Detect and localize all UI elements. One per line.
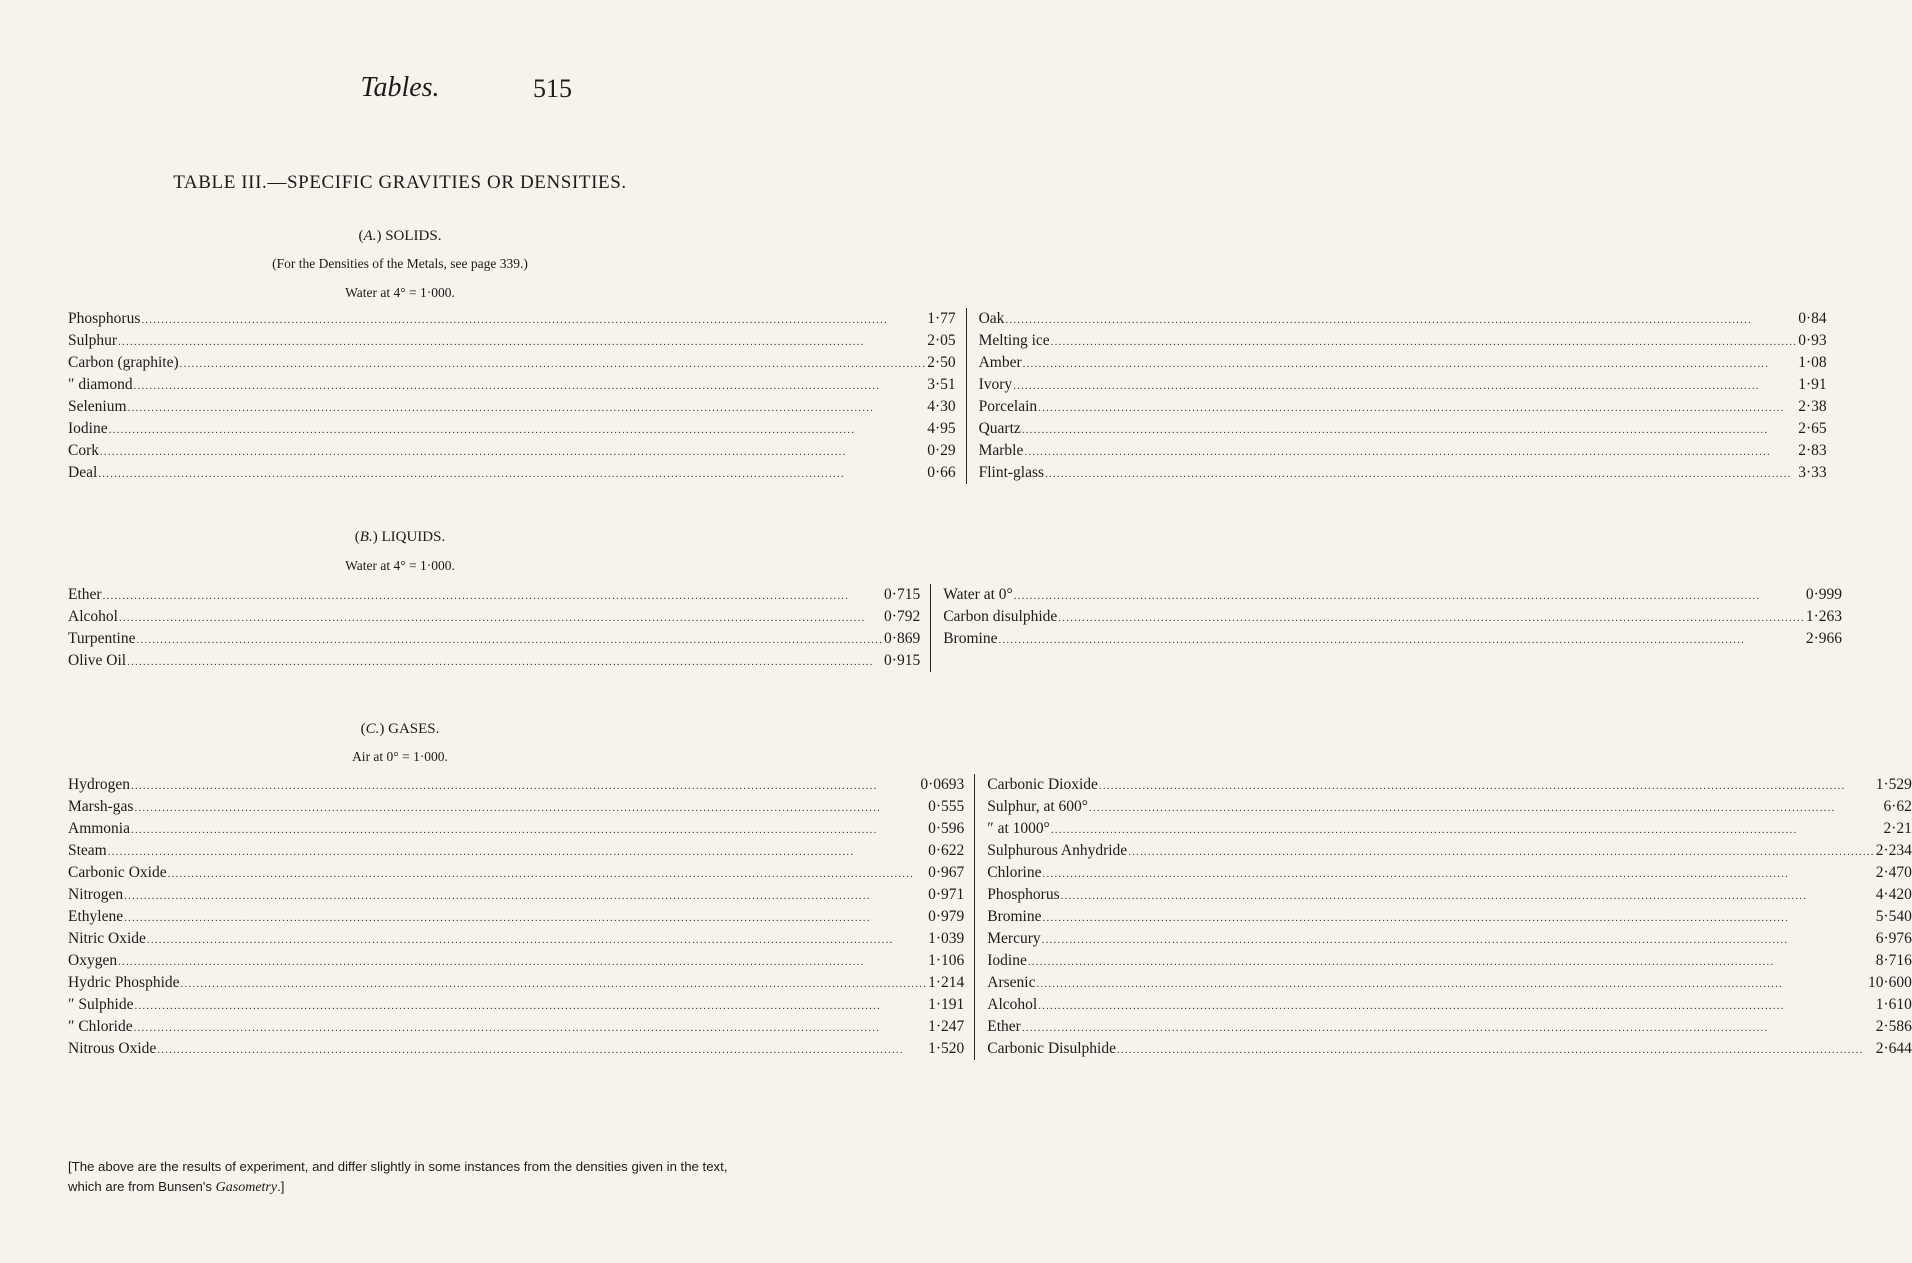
density-value: 5·540 xyxy=(1875,908,1912,925)
table-row xyxy=(68,1016,964,1038)
table-row xyxy=(979,440,1827,462)
table-row xyxy=(68,950,964,972)
dot-leader xyxy=(157,1039,927,1061)
table-row xyxy=(68,650,920,672)
density-value: 1·529 xyxy=(1875,776,1912,793)
dot-leader xyxy=(1043,907,1875,929)
dot-leader xyxy=(1038,995,1875,1017)
table-row xyxy=(68,884,964,906)
substance-name: Amber xyxy=(978,354,1022,371)
substance-name: Carbonic Disulphide xyxy=(987,1040,1116,1057)
density-value: 0·555 xyxy=(928,798,965,815)
dot-leader xyxy=(1013,375,1797,397)
substance-name: Bromine xyxy=(987,908,1042,925)
density-value: 0·971 xyxy=(928,886,965,903)
substance-name: Melting ice xyxy=(978,332,1050,349)
substance-name: Olive Oil xyxy=(68,652,127,669)
substance-name: Ether xyxy=(68,586,102,603)
substance-name: Hydric Phosphide xyxy=(68,974,180,991)
density-value: 4·420 xyxy=(1875,886,1912,903)
footnote-end: .] xyxy=(277,1179,285,1194)
dot-leader xyxy=(1042,929,1875,951)
density-value: 2·966 xyxy=(1805,630,1843,647)
substance-name: Sulphurous Anhydride xyxy=(987,842,1128,859)
table-row xyxy=(68,928,964,950)
density-value: 0·967 xyxy=(928,864,965,881)
substance-name: Nitrous Oxide xyxy=(68,1040,157,1057)
dot-leader xyxy=(134,995,927,1017)
substance-name: Carbon disulphide xyxy=(943,608,1058,625)
density-value: 2·234 xyxy=(1875,842,1912,859)
table-row xyxy=(68,396,956,418)
dot-leader xyxy=(1058,607,1805,629)
dot-leader xyxy=(1045,463,1797,485)
table-row xyxy=(68,862,964,884)
substance-name: Oak xyxy=(978,310,1005,327)
table-title: TABLE III.—SPECIFIC GRAVITIES OR DENSITIES. xyxy=(173,172,627,193)
substance-name: Phosphorus xyxy=(987,886,1060,903)
substance-name: Chlorine xyxy=(987,864,1042,881)
table-row xyxy=(987,818,1912,840)
section-heading-solids: (A.) SOLIDS. xyxy=(358,228,442,244)
gases-table xyxy=(68,774,1912,1060)
density-value: 10·600 xyxy=(1868,974,1912,991)
table-row xyxy=(979,352,1827,374)
density-value: 6·976 xyxy=(1875,930,1912,947)
table-row xyxy=(987,774,1912,796)
substance-name: Ether xyxy=(987,1018,1021,1035)
section-heading-gases: (C.) GASES. xyxy=(360,721,440,737)
dot-leader xyxy=(134,797,927,819)
substance-name: Cork xyxy=(68,442,99,459)
table-row xyxy=(68,994,964,1016)
table-row xyxy=(68,840,964,862)
table-row xyxy=(68,462,956,484)
density-value: 2·05 xyxy=(927,332,956,349)
dot-leader xyxy=(100,441,926,463)
density-value: 0·999 xyxy=(1805,586,1843,603)
density-value: 1·214 xyxy=(928,974,965,991)
section-letter: C. xyxy=(365,721,380,737)
substance-name: Iodine xyxy=(987,952,1027,969)
density-value: 0·66 xyxy=(927,464,956,481)
density-value: 3·51 xyxy=(927,376,956,393)
density-value: 2·586 xyxy=(1875,1018,1912,1035)
solids-standard: Water at 4° = 1·000. xyxy=(345,285,455,300)
substance-name: Hydrogen xyxy=(68,776,130,793)
density-value: 1·91 xyxy=(1798,376,1827,393)
dot-leader xyxy=(1117,1039,1875,1061)
table-row xyxy=(943,584,1842,606)
dot-leader xyxy=(180,353,927,375)
density-value: 0·93 xyxy=(1798,332,1827,349)
dot-leader xyxy=(1028,951,1875,973)
gases-right-column xyxy=(975,774,1912,1060)
density-value: 3·33 xyxy=(1798,464,1827,481)
dot-leader xyxy=(98,463,926,485)
substance-name: Carbonic Oxide xyxy=(68,864,167,881)
substance-name: Carbon (graphite) xyxy=(68,354,179,371)
table-row xyxy=(979,418,1827,440)
dot-leader xyxy=(124,907,927,929)
table-row xyxy=(68,584,920,606)
dot-leader xyxy=(118,951,927,973)
substance-name: Steam xyxy=(68,842,107,859)
dot-leader xyxy=(1024,441,1797,463)
density-value: 2·50 xyxy=(927,354,956,371)
dot-leader xyxy=(131,819,927,841)
liquids-left-column xyxy=(68,584,931,672)
table-row xyxy=(68,972,964,994)
dot-leader xyxy=(1099,775,1875,797)
dot-leader xyxy=(108,841,927,863)
table-row xyxy=(987,884,1912,906)
substance-name: Carbonic Dioxide xyxy=(987,776,1098,793)
density-value: 0·596 xyxy=(928,820,965,837)
table-row xyxy=(979,374,1827,396)
table-row xyxy=(987,906,1912,928)
liquids-table xyxy=(68,584,1843,672)
density-value: 1·106 xyxy=(928,952,965,969)
density-value: 0·915 xyxy=(884,652,921,669)
substance-name: Water at 0° xyxy=(943,586,1013,603)
substance-name: Nitrogen xyxy=(68,886,124,903)
table-row xyxy=(987,950,1912,972)
solids-right-column xyxy=(967,308,1827,484)
table-row xyxy=(68,352,956,374)
density-value: 4·30 xyxy=(927,398,956,415)
dot-leader xyxy=(1022,1017,1875,1039)
density-value: 2·65 xyxy=(1798,420,1827,437)
density-value: 1·08 xyxy=(1798,354,1827,371)
dot-leader xyxy=(1089,797,1883,819)
substance-name: ″ Sulphide xyxy=(68,996,134,1013)
substance-name: Marble xyxy=(978,442,1024,459)
dot-leader xyxy=(136,629,883,651)
substance-name: Arsenic xyxy=(987,974,1036,991)
substance-name: Quartz xyxy=(978,420,1021,437)
dot-leader xyxy=(1022,419,1797,441)
dot-leader xyxy=(134,1017,928,1039)
dot-leader xyxy=(1014,585,1805,607)
table-row xyxy=(979,308,1827,330)
section-letter: B. xyxy=(359,529,373,545)
substance-name: Sulphur xyxy=(68,332,118,349)
gases-standard: Air at 0° = 1·000. xyxy=(352,749,448,764)
density-value: 0·792 xyxy=(884,608,921,625)
substance-name: ″ at 1000° xyxy=(987,820,1050,837)
substance-name: Marsh-gas xyxy=(68,798,134,815)
substance-name: Flint-glass xyxy=(978,464,1045,481)
substance-name: Ammonia xyxy=(68,820,130,837)
dot-leader xyxy=(134,375,927,397)
table-row xyxy=(987,840,1912,862)
section-letter: A. xyxy=(363,228,377,244)
table-row xyxy=(68,1038,964,1060)
dot-leader xyxy=(168,863,928,885)
density-value: 4·95 xyxy=(927,420,956,437)
dot-leader xyxy=(124,885,927,907)
table-row xyxy=(987,796,1912,818)
footnote xyxy=(68,1157,748,1198)
substance-name: ″ diamond xyxy=(68,376,133,393)
table-row xyxy=(68,308,956,330)
density-value: 6·62 xyxy=(1883,798,1912,815)
density-value: 1·77 xyxy=(927,310,956,327)
dot-leader xyxy=(109,419,927,441)
dot-leader xyxy=(1051,819,1883,841)
dot-leader xyxy=(181,973,928,995)
table-row xyxy=(987,1038,1912,1060)
density-value: 8·716 xyxy=(1875,952,1912,969)
table-row xyxy=(68,796,964,818)
density-value: 1·191 xyxy=(928,996,965,1013)
solids-metals-note: (For the Densities of the Metals, see page 339.) xyxy=(272,256,528,271)
dot-leader xyxy=(128,397,927,419)
table-row xyxy=(979,462,1827,484)
dot-leader xyxy=(118,331,926,353)
substance-name: Oxygen xyxy=(68,952,118,969)
table-row xyxy=(68,628,920,650)
running-head xyxy=(0,72,800,112)
substance-name: Deal xyxy=(68,464,98,481)
density-value: 0·84 xyxy=(1798,310,1827,327)
section-title: SOLIDS. xyxy=(385,228,442,244)
dot-leader xyxy=(131,775,919,797)
solids-table xyxy=(68,308,1827,484)
substance-name: Phosphorus xyxy=(68,310,141,327)
table-row xyxy=(943,606,1842,628)
dot-leader xyxy=(1051,331,1798,353)
table-row xyxy=(943,628,1842,650)
table-row xyxy=(987,862,1912,884)
density-value: 0·979 xyxy=(928,908,965,925)
substance-name: Porcelain xyxy=(978,398,1038,415)
section-title: GASES. xyxy=(388,721,440,737)
table-row xyxy=(68,818,964,840)
liquids-right-column xyxy=(931,584,1842,672)
table-row xyxy=(987,972,1912,994)
table-row xyxy=(68,774,964,796)
dot-leader xyxy=(1023,353,1798,375)
gases-left-column xyxy=(68,774,975,1060)
density-value: 1·039 xyxy=(928,930,965,947)
density-value: 0·715 xyxy=(884,586,921,603)
table-row xyxy=(979,330,1827,352)
table-row xyxy=(987,994,1912,1016)
substance-name: Ivory xyxy=(978,376,1013,393)
table-row xyxy=(68,330,956,352)
substance-name: Ethylene xyxy=(68,908,124,925)
dot-leader xyxy=(119,607,883,629)
density-value: 0·0693 xyxy=(920,776,965,793)
dot-leader xyxy=(127,651,883,673)
table-row xyxy=(68,418,956,440)
density-value: 1·520 xyxy=(928,1040,965,1057)
dot-leader xyxy=(1043,863,1875,885)
section-title: LIQUIDS. xyxy=(381,529,446,545)
footnote-source: Gasometry xyxy=(215,1180,278,1195)
running-title: Tables. xyxy=(360,72,440,103)
solids-left-column xyxy=(68,308,967,484)
dot-leader xyxy=(141,309,926,331)
dot-leader xyxy=(998,629,1804,651)
table-row xyxy=(68,906,964,928)
page-number: 515 xyxy=(533,74,572,103)
substance-name: Nitric Oxide xyxy=(68,930,146,947)
liquids-standard: Water at 4° = 1·000. xyxy=(345,558,455,573)
substance-name: Bromine xyxy=(943,630,998,647)
substance-name: Mercury xyxy=(987,930,1041,947)
dot-leader xyxy=(1128,841,1875,863)
substance-name: Alcohol xyxy=(987,996,1038,1013)
substance-name: Turpentine xyxy=(68,630,136,647)
table-row xyxy=(68,440,956,462)
density-value: 2·470 xyxy=(1875,864,1912,881)
footnote-text: [The above are the results of experiment, and differ slightly in some instances from the densities given in the text, which are from Bunsen's xyxy=(68,1159,728,1194)
dot-leader xyxy=(1038,397,1797,419)
density-value: 1·610 xyxy=(1875,996,1912,1013)
substance-name: Iodine xyxy=(68,420,108,437)
density-value: 2·644 xyxy=(1875,1040,1912,1057)
table-row xyxy=(68,374,956,396)
dot-leader xyxy=(103,585,883,607)
substance-name: ″ Chloride xyxy=(68,1018,133,1035)
density-value: 0·29 xyxy=(927,442,956,459)
density-value: 2·21 xyxy=(1883,820,1912,837)
dot-leader xyxy=(147,929,927,951)
density-value: 0·622 xyxy=(928,842,965,859)
substance-name: Sulphur, at 600° xyxy=(987,798,1088,815)
density-value: 1·263 xyxy=(1805,608,1843,625)
substance-name: Alcohol xyxy=(68,608,118,625)
density-value: 0·869 xyxy=(884,630,921,647)
substance-name: Selenium xyxy=(68,398,127,415)
density-value: 2·83 xyxy=(1798,442,1827,459)
density-value: 2·38 xyxy=(1798,398,1827,415)
dot-leader xyxy=(1036,973,1867,995)
table-row xyxy=(68,606,920,628)
dot-leader xyxy=(1061,885,1875,907)
density-value: 1·247 xyxy=(928,1018,965,1035)
table-row xyxy=(987,1016,1912,1038)
dot-leader xyxy=(1005,309,1797,331)
table-row xyxy=(979,396,1827,418)
table-row xyxy=(987,928,1912,950)
section-heading-liquids: (B.) LIQUIDS. xyxy=(354,529,446,545)
